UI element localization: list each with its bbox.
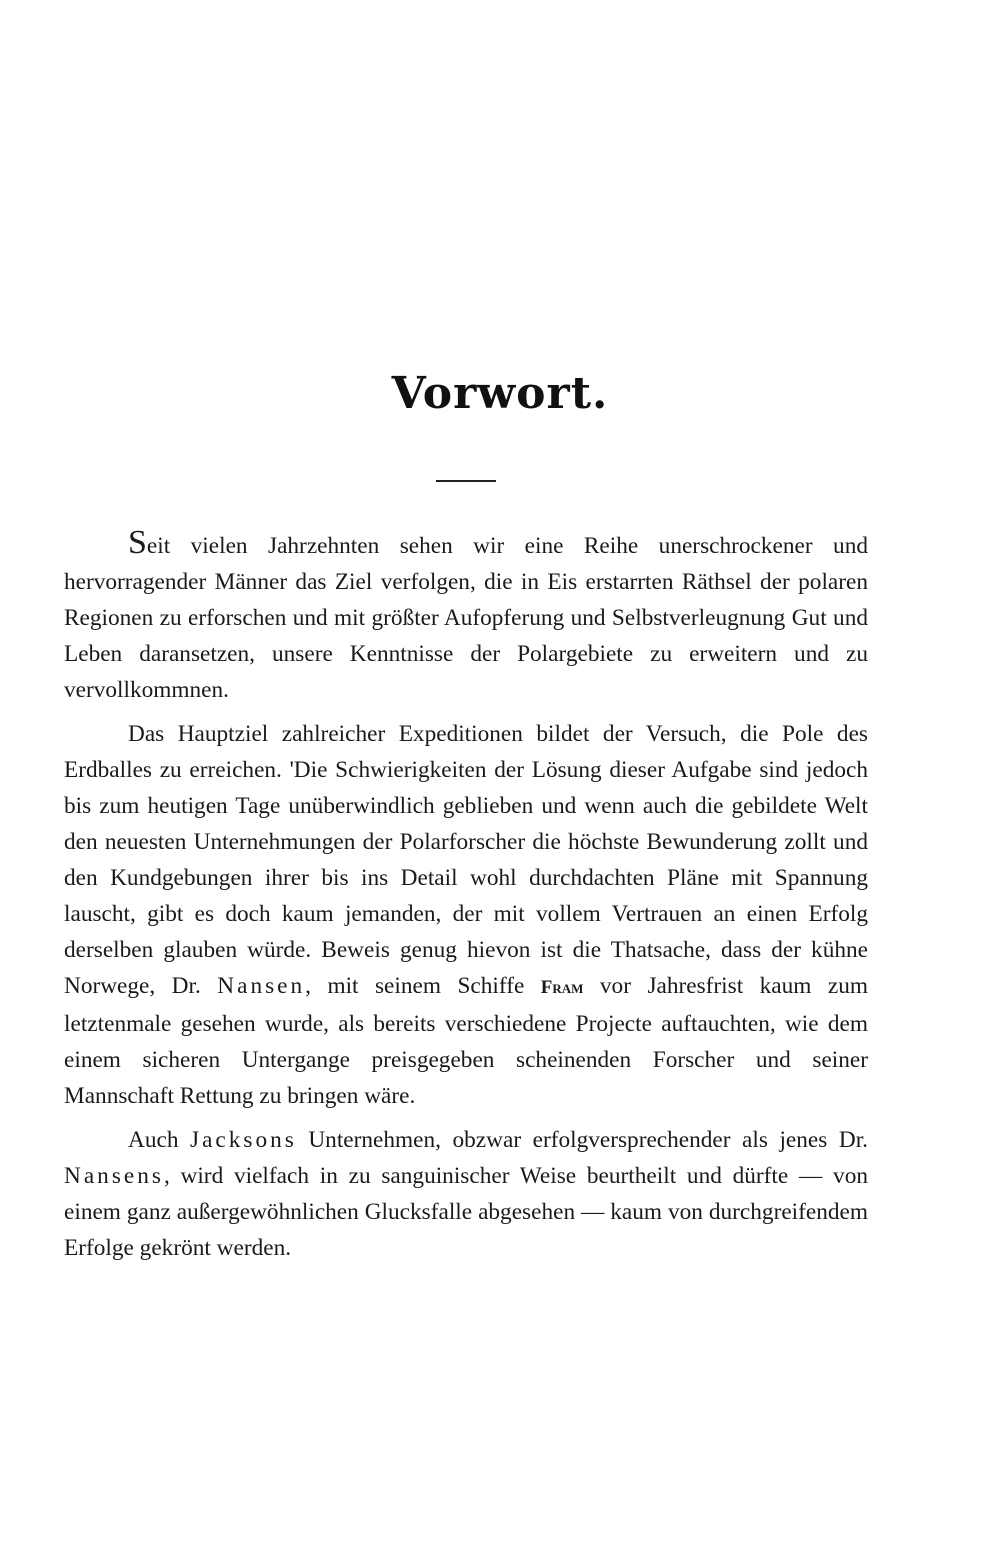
- paragraph-2: [64, 716, 868, 1114]
- title-divider: [436, 480, 496, 482]
- page-title: Vorwort.: [391, 368, 609, 419]
- emphasized-name: Nansens: [64, 1163, 164, 1189]
- paragraph-text: vor Jahresfrist kaum zum letztenmale gesehen wurde, als bereits verschiedene Projecte auftauchten, wie dem einem sicheren Untergange preisgegeben scheinenden Forscher und seiner Mannschaft Rettung zu bringen wäre.: [64, 973, 868, 1109]
- paragraph-text: Auch: [128, 1127, 190, 1153]
- paragraph-1: [64, 524, 868, 708]
- paragraph-text: , wird vielfach in zu sanguinischer Weise beurtheilt und dürfte — von einem ganz außergewöhnlichen Glucksfalle abgesehen — kaum von durchgreifendem Erfolge gekrönt werden.: [64, 1163, 868, 1261]
- paragraph-3: [64, 1122, 868, 1266]
- paragraph-text: Unternehmen, obzwar erfolgversprechender als jenes Dr.: [296, 1127, 868, 1153]
- body-text: [64, 524, 868, 1274]
- drop-cap: S: [128, 524, 147, 561]
- emphasized-name: Nansen: [217, 973, 306, 999]
- paragraph-text: Das Hauptziel zahlreicher Expeditionen bildet der Versuch, die Pole des Erdballes zu erreichen. 'Die Schwierigkeiten der Lösung dieser Aufgabe sind jedoch bis zum heutigen Tage unüberwindlich geblieben und wenn auch die gebildete Welt den neuesten Unternehmungen der Polarforscher die höchste Bewunderung zollt und den Kundgebungen ihrer bis ins Detail wohl durchdachten Pläne mit Spannung lauscht, gibt es doch kaum jemanden, der mit vollem Vertrauen an einen Erfolg derselben glauben würde. Beweis genug hievon ist die Thatsache, dass der kühne Norwege, Dr.: [64, 721, 868, 999]
- paragraph-text: eit vielen Jahrzehnten sehen wir eine Reihe unerschrockener und hervorragender Männer das Ziel verfolgen, die in Eis erstarrten Räthsel der polaren Regionen zu erforschen und mit größter Aufopferung und Selbstverleugnung Gut und Leben daransetzen, unsere Kenntnisse der Polargebiete zu erweitern und zu vervollkommnen.: [64, 533, 868, 703]
- paragraph-text: , mit seinem Schiffe: [305, 973, 541, 999]
- emphasized-name: Jacksons: [190, 1127, 297, 1153]
- ship-name: Fram: [540, 977, 584, 998]
